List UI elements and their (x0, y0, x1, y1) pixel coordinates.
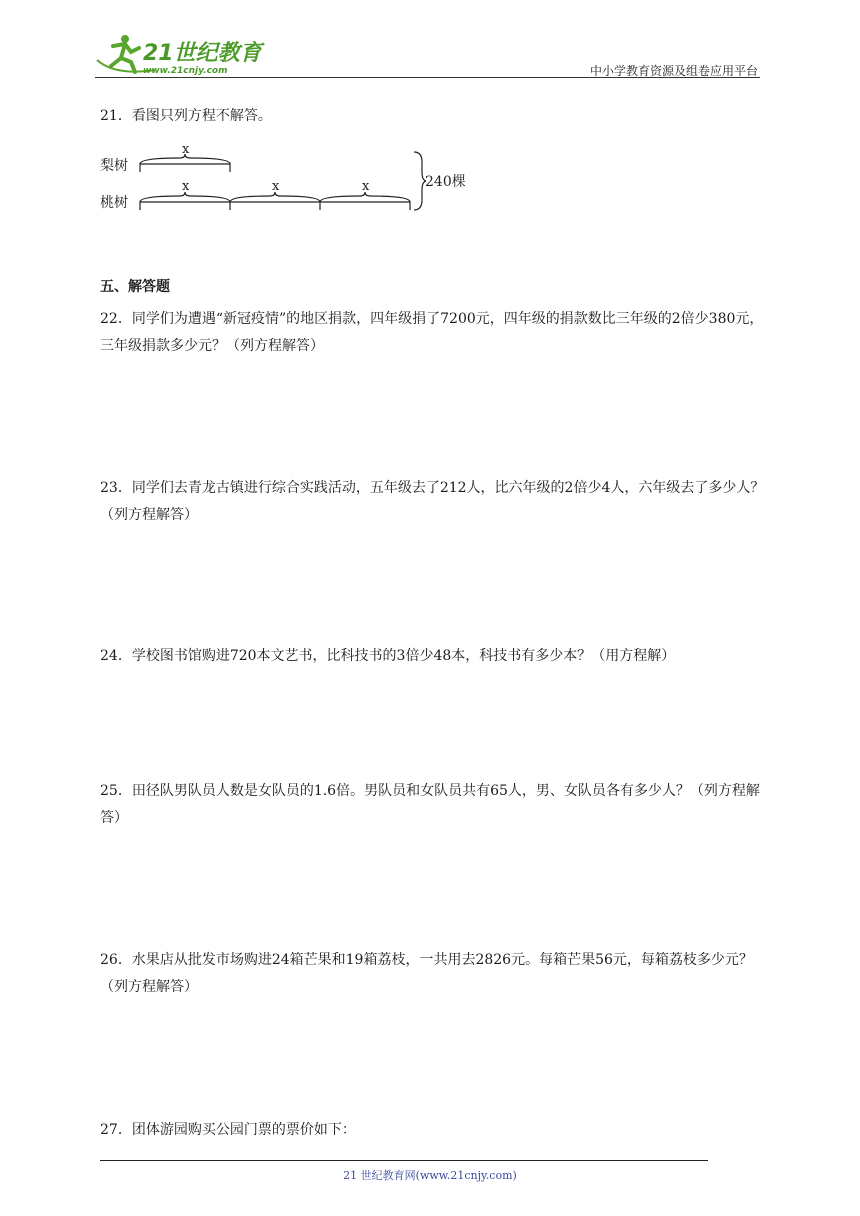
question-21: 21．看图只列方程不解答。 (100, 108, 272, 124)
logo-main-text: 21世纪教育 (143, 41, 262, 66)
var-label-3: x (272, 179, 280, 194)
header-tagline: 中小学教育资源及组卷应用平台 (589, 64, 758, 78)
question-23: 23．同学们去青龙古镇进行综合实践活动，五年级去了212人，比六年级的2倍少4人，六年级去了多少人？（列方程解答） (100, 480, 765, 523)
var-label-1: x (182, 142, 190, 157)
var-label-4: x (362, 179, 370, 194)
section-title: 五、解答题 (100, 279, 170, 295)
pear-tree-label: 梨树 (100, 158, 128, 174)
tree-diagram (100, 140, 480, 220)
question-27: 27．团体游园购买公园门票的票价如下： (100, 1122, 356, 1138)
page-header (95, 30, 760, 78)
footer-text: 21 世纪教育网(www.21cnjy.com) (343, 1169, 517, 1182)
header-divider (95, 77, 760, 78)
total-label: 240棵 (425, 174, 466, 190)
question-24: 24．学校图书馆购进720本文艺书，比科技书的3倍少48本，科技书有多少本？（用方程解） (100, 648, 676, 664)
var-label-2: x (182, 179, 190, 194)
question-25: 25．田径队男队员人数是女队员的1.6倍。男队员和女队员共有65人，男、女队员各有多少人？（列方程解答） (100, 783, 760, 826)
question-26: 26．水果店从批发市场购进24箱芒果和19箱荔枝，一共用去2826元。每箱芒果56元，每箱荔枝多少元？（列方程解答） (100, 952, 753, 995)
peach-tree-label: 桃树 (100, 195, 128, 211)
logo-url-text: www.21cnjy.com (143, 66, 228, 76)
footer-divider (100, 1160, 708, 1161)
question-22: 22．同学们为遭遇“新冠疫情”的地区捐款，四年级捐了7200元，四年级的捐款数比三年级的2倍少380元，三年级捐款多少元？（列方程解答） (100, 311, 764, 354)
site-logo (95, 30, 265, 78)
